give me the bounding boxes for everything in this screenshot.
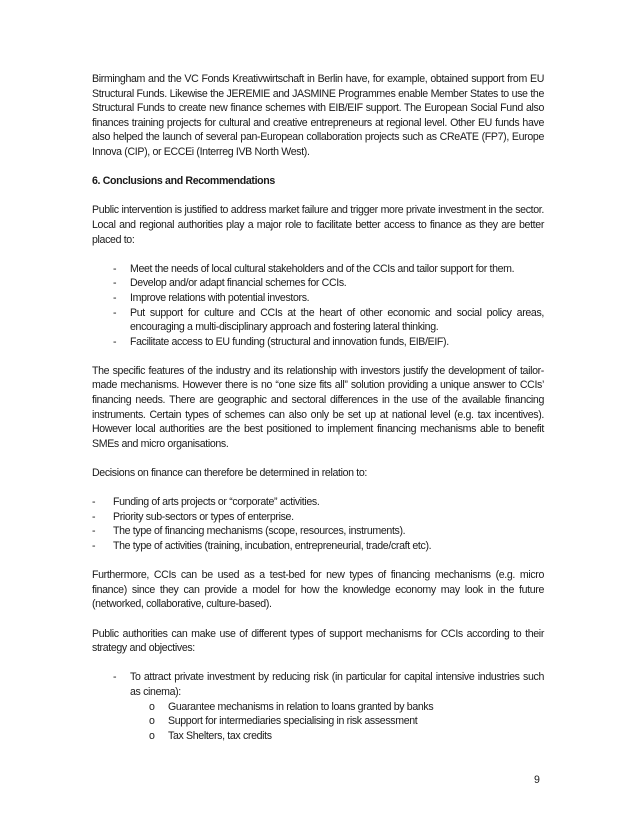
sub-list-item: o Support for intermediaries specialising in risk assessment — [92, 714, 544, 729]
list-item-text: To attract private investment by reducing risk (in particular for capital intensive industries such as cinema): — [130, 671, 544, 698]
paragraph-public-intervention: Public intervention is justified to address market failure and trigger more private investment in the sector. Local and regional authorities play a major role to facilitate better access to finance as they are better placed to: — [92, 204, 544, 246]
list-item: - Develop and/or adapt financial schemes for CCIs. — [92, 276, 544, 291]
list-item: - The type of activities (training, incubation, entrepreneurial, trade/craft etc). — [92, 539, 544, 554]
list-item: - Funding of arts projects or “corporate” activities. — [92, 495, 544, 510]
list-item: - Facilitate access to EU funding (structural and innovation funds, EIB/EIF). — [92, 335, 544, 350]
risk-reduction-sublist — [92, 700, 544, 744]
list-item: - The type of financing mechanisms (scope, resources, instruments). — [92, 524, 544, 539]
paragraph-eu-funds: Birmingham and the VC Fonds Kreativwirtschaft in Berlin have, for example, obtained support from EU Structural Funds. Likewise the JEREMIE and JASMINE Programmes enable Member States to use the Structural Funds to create new finance schemes with EIB/EIF support. The European Social Fund also finances training projects for cultural and creative entrepreneurs at regional level. Other EU funds have also helped the launch of several pan-European collaboration projects such as CReATE (FP7), Europe Innova (CIP), or ECCEi (Interreg IVB North West). — [92, 73, 544, 158]
list-item: - Put support for culture and CCIs at the heart of other economic and social policy areas, encouraging a multi-disciplinary approach and fostering lateral thinking. — [92, 306, 544, 335]
sub-list-item: o Tax Shelters, tax credits — [92, 729, 544, 744]
decision-criteria-list — [92, 495, 544, 553]
support-mechanisms-list — [92, 670, 544, 699]
list-item: - Meet the needs of local cultural stakeholders and of the CCIs and tailor support for them. — [92, 262, 544, 277]
list-item: - Priority sub-sectors or types of enterprise. — [92, 510, 544, 525]
section-heading: 6. Conclusions and Recommendations — [92, 175, 275, 188]
page-body — [92, 72, 544, 743]
paragraph-decisions: Decisions on finance can therefore be determined in relation to: — [92, 467, 367, 480]
authority-roles-list — [92, 262, 544, 350]
paragraph-specific-features: The specific features of the industry and its relationship with investors justify the development of tailor-made mechanisms. However there is no “one size fits all” solution providing a unique answer to CCIs’ financing needs. There are geographic and sectoral differences in the use of the available financing instruments. Certain types of schemes can also only be set up at national level (e.g. tax incentives). However local authorities are the best positioned to implement financing mechanisms able to benefit SMEs and micro organisations. — [92, 364, 544, 450]
sub-list-item: o Guarantee mechanisms in relation to loans granted by banks — [92, 700, 544, 715]
paragraph-support-mechanisms: Public authorities can make use of different types of support mechanisms for CCIs according to their strategy and objectives: — [92, 627, 544, 655]
list-item: - Improve relations with potential investors. — [92, 291, 544, 306]
list-item — [92, 670, 544, 699]
paragraph-test-bed: Furthermore, CCIs can be used as a test-bed for new types of financing mechanisms (e.g. micro finance) since they can provide a model for how the knowledge economy may look in the future (networked, collaborative, culture-based). — [92, 569, 544, 611]
page-number: 9 — [534, 774, 540, 786]
